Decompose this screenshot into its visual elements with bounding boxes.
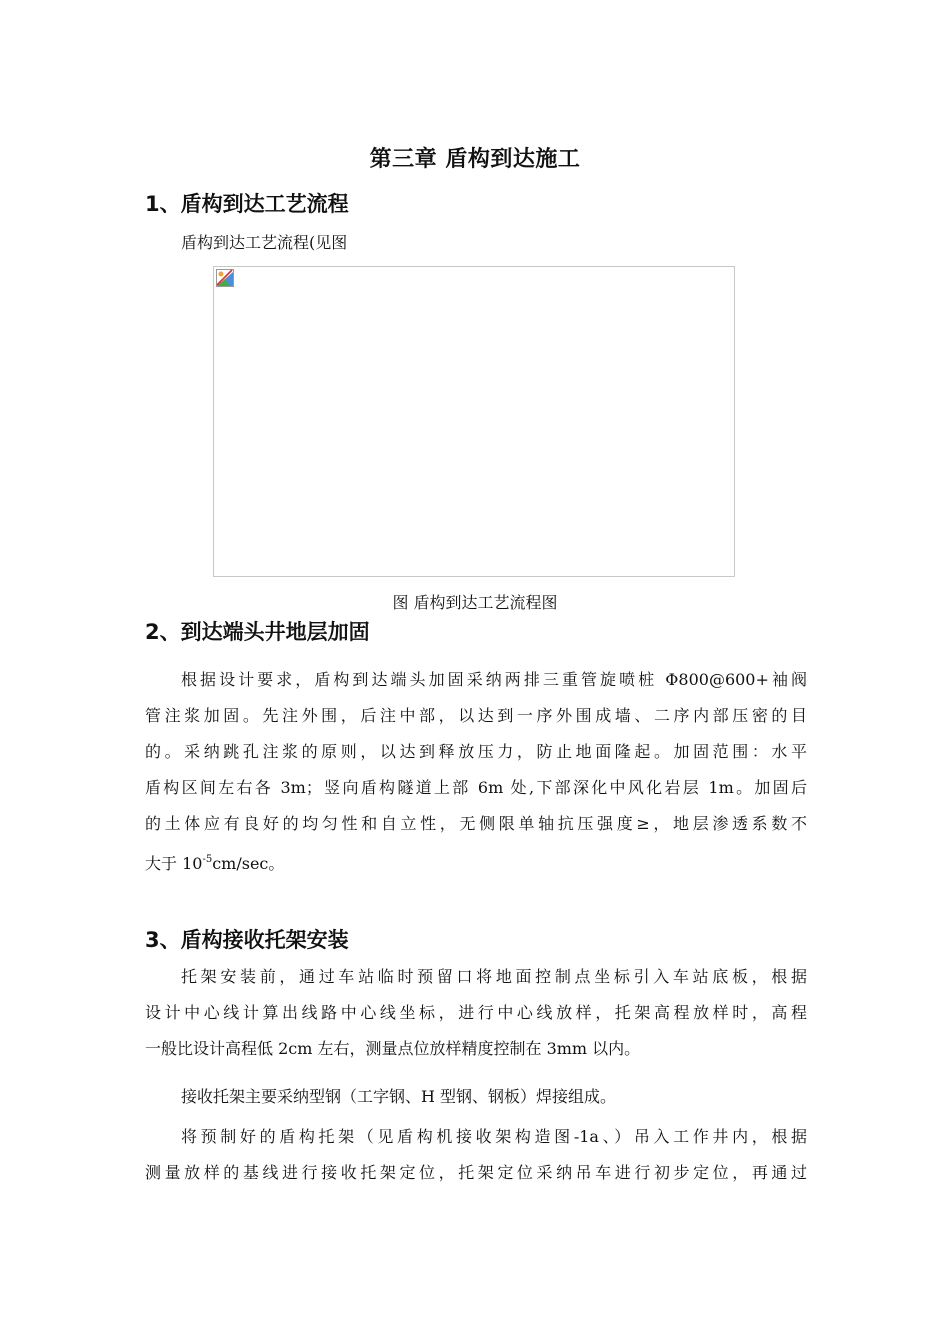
text-line: 测量放样的基线进行接收托架定位，托架定位采纳吊车进行初步定位，再通过 xyxy=(145,1163,807,1182)
section3-paragraph-1 xyxy=(145,959,807,1067)
text-line: 的。采纳跳孔注浆的原则，以达到释放压力，防止地面隆起。加固范围：水平 xyxy=(145,742,807,761)
text-fragment: cm/sec。 xyxy=(212,854,285,873)
section-heading-2: 2、到达端头井地层加固 xyxy=(145,620,370,644)
text-line: 管注浆加固。先注外围，后注中部，以达到一序外围成墙、二序内部压密的目 xyxy=(145,706,807,725)
section-heading-1: 1、盾构到达工艺流程 xyxy=(145,192,349,216)
chapter-title: 第三章 盾构到达施工 xyxy=(369,147,581,172)
text-line: 的土体应有良好的均匀性和自立性，无侧限单轴抗压强度≥，地层渗透系数不 xyxy=(145,814,807,833)
text-line: 根据设计要求，盾构到达端头加固采纳两排三重管旋喷桩 Φ800@600+袖阀 xyxy=(181,670,807,689)
text-line: 盾构区间左右各 3m；竖向盾构隧道上部 6m 处,下部深化中风化岩层 1m。加固后 xyxy=(145,778,807,797)
figure-placeholder xyxy=(213,266,735,577)
figure-caption: 图 盾构到达工艺流程图 xyxy=(392,593,558,612)
text-line: 将预制好的盾构托架（见盾构机接收架构造图-1a、）吊入工作井内，根据 xyxy=(181,1127,807,1146)
broken-image-icon xyxy=(216,269,234,287)
section3-paragraph-2 xyxy=(145,1079,807,1115)
text-line: 托架安装前，通过车站临时预留口将地面控制点坐标引入车站底板，根据 xyxy=(181,967,807,986)
section3-paragraph-3 xyxy=(145,1119,807,1191)
text-fragment: 大于 10 xyxy=(145,854,203,873)
text-line: 设计中心线计算出线路中心线坐标，进行中心线放样，托架高程放样时，高程 xyxy=(145,1003,807,1022)
section-heading-3: 3、盾构接收托架安装 xyxy=(145,928,349,952)
section2-paragraph xyxy=(145,662,807,878)
text-line xyxy=(145,842,807,878)
section1-intro: 盾构到达工艺流程(见图 xyxy=(181,233,348,252)
text-line: 一般比设计高程低 2cm 左右，测量点位放样精度控制在 3mm 以内。 xyxy=(145,1039,641,1058)
superscript-exponent: -5 xyxy=(202,854,213,865)
text-line: 接收托架主要采纳型钢（工字钢、H 型钢、钢板）焊接组成。 xyxy=(181,1087,617,1106)
